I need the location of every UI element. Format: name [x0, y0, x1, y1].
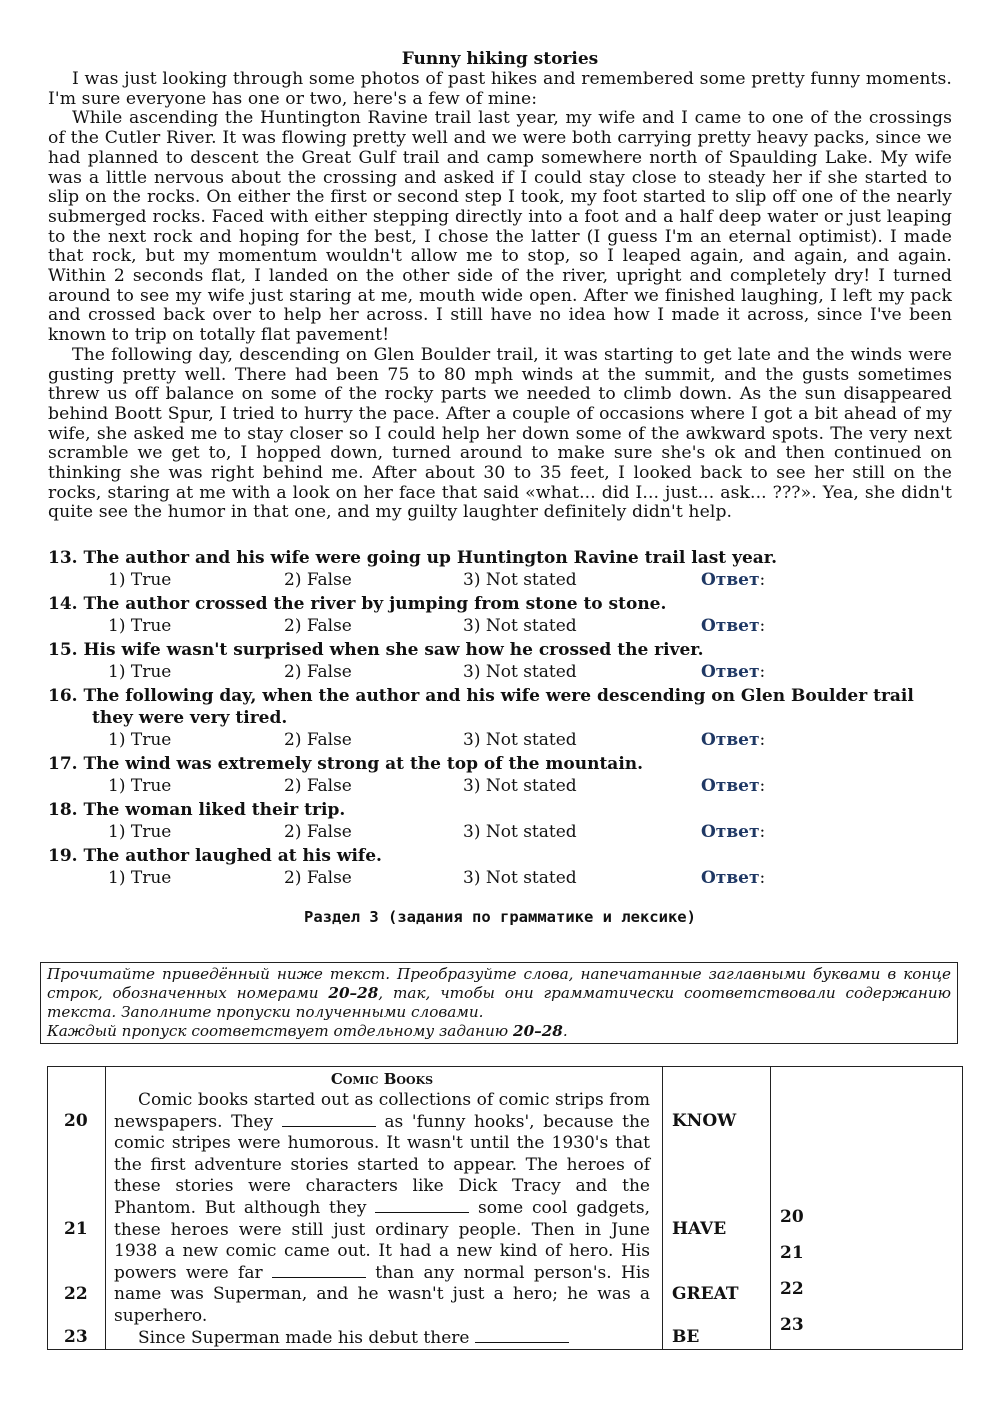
- answer-field[interactable]: [701, 867, 765, 889]
- instructions-text-d: Каждый пропуск соответствует отдельному заданию: [47, 1022, 513, 1040]
- question-19: 19. The author laughed at his wife.: [48, 846, 382, 867]
- option-not-stated[interactable]: 3) Not stated: [463, 822, 577, 843]
- base-word-column: [663, 1067, 771, 1350]
- instructions-box: [40, 962, 958, 1044]
- option-not-stated[interactable]: 3) Not stated: [463, 730, 577, 751]
- question-16: 16. The following day, when the author and his wife were descending on Glen Boulder trail: [48, 686, 914, 707]
- comic-title: Comic Books: [330, 1070, 434, 1088]
- option-not-stated[interactable]: 3) Not stated: [463, 570, 577, 591]
- option-true[interactable]: 1) True: [108, 868, 172, 889]
- answer-colon: :: [759, 730, 766, 751]
- option-false[interactable]: 2) False: [284, 868, 352, 889]
- option-true[interactable]: 1) True: [108, 776, 172, 797]
- instructions-range-2: 20–28: [513, 1022, 563, 1040]
- answer-number-20[interactable]: 20: [780, 1207, 804, 1227]
- base-word-have: HAVE: [672, 1219, 727, 1239]
- option-true[interactable]: 1) True: [108, 822, 172, 843]
- base-word-know: KNOW: [672, 1111, 737, 1131]
- option-false[interactable]: 2) False: [284, 730, 352, 751]
- answer-field[interactable]: [701, 615, 765, 637]
- item-number-20: 20: [64, 1111, 88, 1131]
- comic-text-part-4: than any normal person's. His name was Superman, and he wasn't just a hero; he was a superhero.: [114, 1262, 650, 1326]
- question-18-options: [48, 821, 952, 845]
- paragraph-glen-boulder: The following day, descending on Glen Boulder trail, it was starting to get late and the winds were gusting pretty well. There had been 75 to 80 mph winds at the summit, and the gusts sometimes threw us off balance on some of the rocky parts we needed to climb down. As the sun disappeared behind Boott Spur, I tried to hurry the pace. After a couple of occasions where I got a bit ahead of my wife, she asked me to stay closer so I could help her down some of the awkward spots. The very next scramble we get to, I hopped down, turned around to make sure she's ok and then continued on thinking she was right behind me. After about 30 to 35 feet, I looked back to see her still on the rocks, staring at me with a look on her face that said «what... did I... just... ask... ???». Yea, she didn't quite see the humor in that one, and my guilty laughter definitely didn't help.: [48, 344, 952, 523]
- option-true[interactable]: 1) True: [108, 570, 172, 591]
- comic-text-part-2: as 'funny hooks', because the comic stripes were humorous. It wasn't until the 1930's that the first adventure stories started to appear. The heroes of these stories were characters like Dick Tracy and the Phantom. But although they: [114, 1111, 650, 1218]
- blank-22[interactable]: [272, 1263, 366, 1278]
- comic-text-part-1: Comic books started out as collections of comic strips from newspapers. They: [114, 1090, 650, 1132]
- answer-number-22[interactable]: 22: [780, 1279, 804, 1299]
- question-18: 18. The woman liked their trip.: [48, 800, 346, 821]
- answer-colon: :: [759, 822, 766, 843]
- option-true[interactable]: 1) True: [108, 662, 172, 683]
- option-false[interactable]: 2) False: [284, 662, 352, 683]
- answer-number-21[interactable]: 21: [780, 1243, 804, 1263]
- option-false[interactable]: 2) False: [284, 570, 352, 591]
- answer-field[interactable]: [701, 775, 765, 797]
- comic-text-part-3: some cool gadgets, these heroes were still just ordinary people. Then in June 1938 a new comic came out. It had a new kind of hero. His powers were far: [114, 1197, 650, 1283]
- blank-20[interactable]: [282, 1112, 376, 1127]
- answer-colon: :: [759, 776, 766, 797]
- comic-text-part-5: Since Superman made his debut there: [138, 1327, 475, 1348]
- answer-label: Ответ: [701, 776, 760, 797]
- question-13: 13. The author and his wife were going up Huntington Ravine trail last year.: [48, 548, 778, 569]
- instructions-text-f: .: [562, 1022, 568, 1040]
- answer-field[interactable]: [701, 661, 765, 683]
- question-13-options: [48, 569, 952, 593]
- question-15: 15. His wife wasn't surprised when she saw how he crossed the river.: [48, 640, 704, 661]
- answer-label: Ответ: [701, 822, 760, 843]
- question-17: 17. The wind was extremely strong at the top of the mountain.: [48, 754, 644, 775]
- question-14-options: [48, 615, 952, 639]
- option-not-stated[interactable]: 3) Not stated: [463, 662, 577, 683]
- comic-paragraph-2: [114, 1328, 650, 1350]
- answer-label: Ответ: [701, 616, 760, 637]
- question-16-continuation: they were very tired.: [92, 708, 288, 729]
- answer-label: Ответ: [701, 570, 760, 591]
- comic-text-column: [106, 1067, 663, 1350]
- item-number-22: 22: [64, 1284, 88, 1304]
- answer-colon: :: [759, 616, 766, 637]
- answer-label: Ответ: [701, 662, 760, 683]
- paragraph-river: While ascending the Huntington Ravine trail last year, my wife and I came to one of the crossings of the Cutler River. It was flowing pretty well and we were both carrying pretty heavy packs, since we had planned to descent the Great Gulf trail and camp somewhere north of Spaulding Lake. My wife was a little nervous about the crossing and asked if I could stay close to steady her if she started to slip on the rocks. On either the first or second step I took, my foot started to slip off one of the nearly submerged rocks. Faced with either stepping directly into a foot and a half deep water or just leaping to the next rock and hoping for the best, I chose the latter (I guess I'm an eternal optimist). I made that rock, but my momentum wouldn't allow me to stop, so I leaped again, and again, and again. Within 2 seconds flat, I landed on the other side of the river, upright and completely dry! I turned around to see my wife just staring at me, mouth wide open. After we finished laughing, I left my pack and crossed back over to help her across. I still have no idea how I made it across, since I've been known to trip on totally flat pavement!: [48, 108, 952, 346]
- instructions-range-1: 20–28: [328, 984, 379, 1002]
- question-15-options: [48, 661, 952, 685]
- answer-colon: :: [759, 662, 766, 683]
- option-not-stated[interactable]: 3) Not stated: [463, 868, 577, 889]
- worksheet-page: [48, 0, 952, 927]
- comic-books-table: [47, 1066, 963, 1350]
- answer-number-23[interactable]: 23: [780, 1315, 804, 1335]
- question-14: 14. The author crossed the river by jumping from stone to stone.: [48, 594, 667, 615]
- option-false[interactable]: 2) False: [284, 616, 352, 637]
- option-false[interactable]: 2) False: [284, 822, 352, 843]
- blank-23[interactable]: [475, 1328, 569, 1343]
- option-not-stated[interactable]: 3) Not stated: [463, 616, 577, 637]
- blank-21[interactable]: [375, 1198, 469, 1213]
- comic-paragraph-1: [114, 1090, 650, 1328]
- answer-field[interactable]: [701, 569, 765, 591]
- answer-label: Ответ: [701, 730, 760, 751]
- base-word-great: GREAT: [672, 1284, 739, 1304]
- item-number-21: 21: [64, 1219, 88, 1239]
- page-title: Funny hiking stories: [401, 49, 599, 69]
- base-word-be: BE: [672, 1327, 700, 1347]
- answer-label: Ответ: [701, 868, 760, 889]
- question-16-options: [48, 729, 952, 753]
- instructions-text-a: Прочитайте приведённый ниже текст. Преобразуйте слова, напечатанные заглавными буквами в конце строк, обозначенных номерами: [47, 965, 951, 1002]
- answer-colon: :: [759, 868, 766, 889]
- answer-colon: :: [759, 570, 766, 591]
- section-3-title: Раздел 3 (задания по грамматике и лексике): [304, 908, 696, 927]
- questions-list: [48, 547, 952, 891]
- answer-field[interactable]: [701, 821, 765, 843]
- option-true[interactable]: 1) True: [108, 730, 172, 751]
- instructions-text-c: , так, чтобы они грамматически соответствовали содержанию текста. Заполните пропуски полученными словами.: [47, 984, 951, 1021]
- item-number-column: [48, 1067, 106, 1350]
- item-number-23: 23: [64, 1327, 88, 1347]
- answer-field[interactable]: [701, 729, 765, 751]
- option-false[interactable]: 2) False: [284, 776, 352, 797]
- paragraph-intro: I was just looking through some photos of past hikes and remembered some pretty funny moments. I'm sure everyone has one or two, here's a few of mine:: [48, 69, 952, 109]
- question-17-options: [48, 775, 952, 799]
- option-not-stated[interactable]: 3) Not stated: [463, 776, 577, 797]
- option-true[interactable]: 1) True: [108, 616, 172, 637]
- answer-column: [771, 1067, 963, 1350]
- question-19-options: [48, 867, 952, 891]
